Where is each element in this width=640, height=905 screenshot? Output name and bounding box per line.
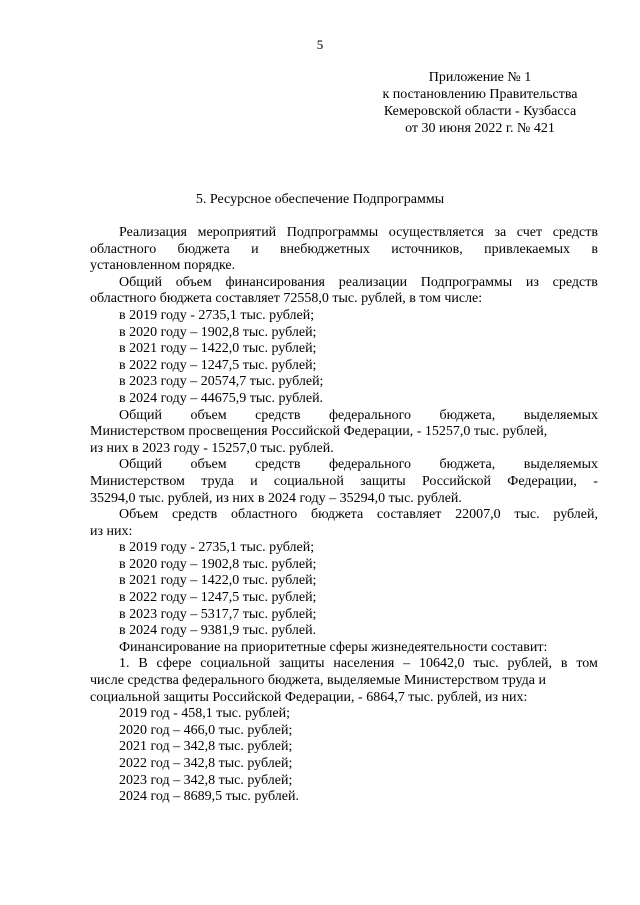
word: средств [171,507,218,523]
word: Реализация [119,225,187,240]
word: мероприятий [197,225,277,240]
word: защиты [279,656,325,672]
justified-line [90,507,598,524]
word: социальной [200,656,271,672]
word: средств [552,274,598,290]
word: федерального [328,457,411,473]
word: объем [190,407,227,423]
word: осуществляется [388,225,484,240]
word: – [403,656,411,672]
year-line: в 2024 году – 9381,9 тыс. рублей. [119,623,317,639]
word: 10642,0 [419,656,465,672]
year-line: в 2019 году - 2735,1 тыс. рублей; [119,307,315,323]
year-line: в 2022 году – 1247,5 тыс. рублей; [119,357,317,373]
word: выделяемых [523,457,598,473]
word: Общий [119,457,162,473]
text-line: из них: [90,523,133,539]
word: социальной [273,473,344,489]
word: привлекаемых [484,241,570,257]
year-line: 2019 год - 458,1 тыс. рублей; [119,706,291,722]
text-line: областного бюджета составляет 72558,0 тыс. рублей, в том числе: [90,291,483,307]
word: областного [90,241,157,257]
year-line: 2020 год – 466,0 тыс. рублей; [119,722,293,738]
word: в [560,656,568,672]
word: - [593,473,598,489]
justified-line [90,457,598,474]
word: составляет [376,507,442,523]
justified-line [90,275,598,292]
appendix-header [330,69,630,137]
justified-line [90,656,598,673]
word: населения [333,656,395,672]
appendix-line: Приложение № 1 [428,70,532,85]
word: бюджета, [439,457,496,473]
justified-line [90,474,598,491]
word: Общий [119,407,162,423]
appendix-line: Кемеровской области - Кузбасса [383,104,577,119]
word: Общий [119,274,162,290]
word: федерального [328,407,411,423]
word: 22007,0 [455,507,501,523]
word: бюджета [310,507,364,523]
word: рублей, [507,656,553,672]
justified-line [90,225,598,242]
year-line: 2021 год – 342,8 тыс. рублей; [119,739,293,755]
word: средств [255,407,301,423]
word: источников, [391,241,463,257]
word: финансирования [225,274,325,290]
word: реализации [338,274,408,290]
word: труда [201,473,234,489]
word: сфере [156,656,192,672]
word: за [494,225,507,240]
word: бюджета [177,241,230,257]
text-line: социальной защиты Российской Федерации, - 6864,7 тыс. рублей, из них: [90,689,528,705]
text-line: числе средства федерального бюджета, выделяемые Министерством труда и [90,673,546,689]
justified-line [90,242,598,259]
year-line: 2022 год – 342,8 тыс. рублей; [119,756,293,771]
year-line: в 2020 году – 1902,8 тыс. рублей; [119,324,317,340]
word: Федерации, [507,473,577,489]
word: Подпрограммы [420,274,513,290]
text-line: из них в 2023 году - 15257,0 тыс. рублей. [90,440,334,456]
word: и [251,241,259,257]
word: том [576,656,598,672]
word: 1. [119,656,130,672]
text-line: 35294,0 тыс. рублей, из них в 2024 году – 35294,0 тыс. рублей. [90,490,462,506]
word: из [525,274,539,290]
word: и [250,473,258,489]
word: рублей, [553,507,598,523]
year-line: в 2023 году – 5317,7 тыс. рублей; [119,606,317,622]
text-line: установленном порядке. [90,258,236,274]
appendix-line: к постановлению Правительства [382,87,578,102]
word: средств [552,225,598,240]
word: объем [190,457,227,473]
year-line: в 2020 году – 1902,8 тыс. рублей; [119,556,317,572]
word: в [591,241,598,257]
word: выделяемых [523,407,598,423]
text-line: Финансирование на приоритетные сферы жизнедеятельности составит: [119,639,548,655]
year-line: в 2021 году – 1422,0 тыс. рублей; [119,341,317,357]
year-line: 2023 год – 342,8 тыс. рублей; [119,772,293,788]
word: тыс. [514,507,540,523]
year-line: в 2022 году – 1247,5 тыс. рублей; [119,590,317,606]
word: Объем [119,507,159,523]
word: счет [516,225,543,240]
word: бюджета, [439,407,496,423]
word: объем [175,274,212,290]
word: Подпрограммы [286,225,379,240]
year-line: в 2021 году – 1422,0 тыс. рублей; [119,573,317,589]
appendix-line: от 30 июня 2022 г. № 421 [405,121,555,136]
word: тыс. [473,656,499,672]
word: средств [255,457,301,473]
word: Российской [421,473,491,489]
year-line: в 2023 году – 20574,7 тыс. рублей; [119,374,324,390]
word: защиты [360,473,406,489]
word: В [138,656,148,672]
page-number: 5 [316,37,324,52]
year-line: в 2024 году – 44675,9 тыс. рублей. [119,390,324,406]
word: внебюджетных [279,241,370,257]
year-line: 2024 год – 8689,5 тыс. рублей. [119,789,299,805]
text-line: Министерством просвещения Российской Федерации, - 15257,0 тыс. рублей, [90,424,548,440]
word: Министерством [90,473,185,489]
year-line: в 2019 году - 2735,1 тыс. рублей; [119,540,315,556]
justified-line [90,408,598,425]
document-body [90,225,598,806]
word: областного [231,507,298,523]
section-title: 5. Ресурсное обеспечение Подпрограммы [195,192,445,207]
